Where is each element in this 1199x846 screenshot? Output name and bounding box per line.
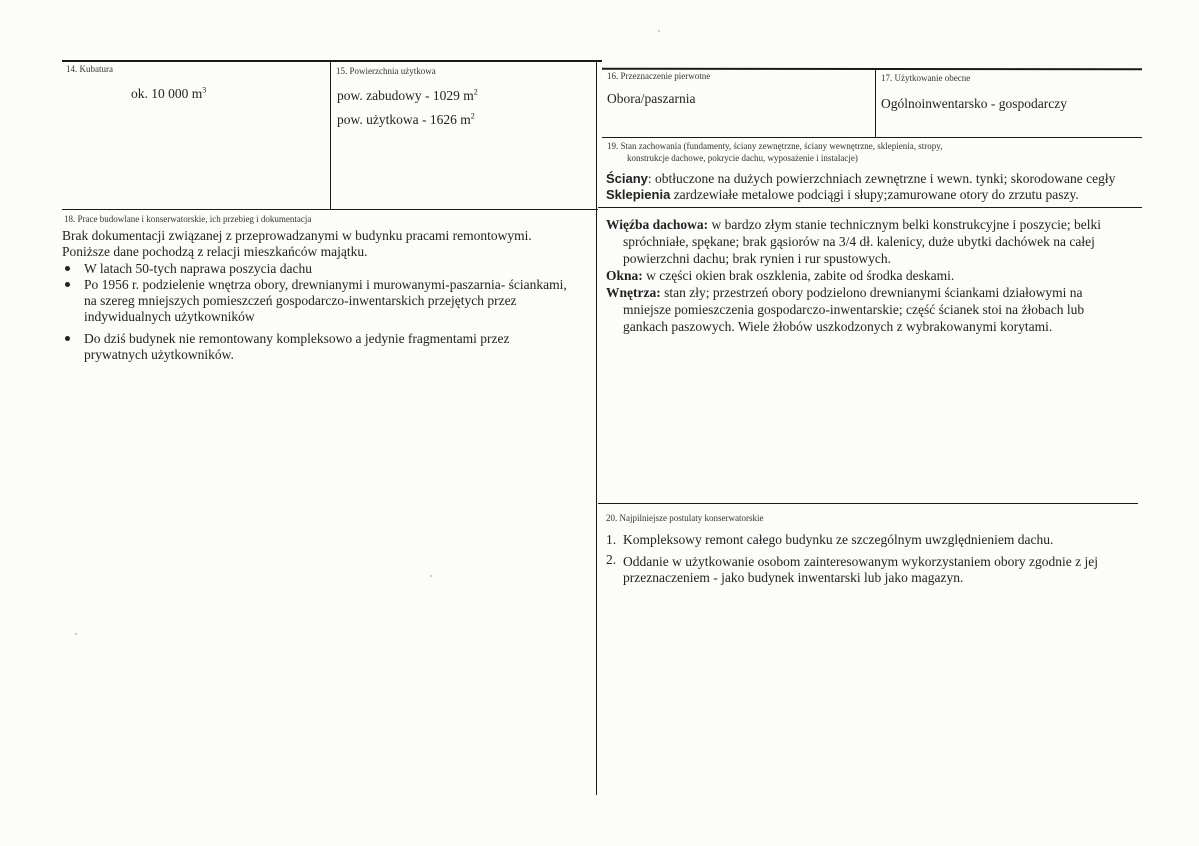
- field-17-label: 17. Użytkowanie obecne: [881, 73, 971, 83]
- wiezba-heading: Więźba dachowa:: [606, 217, 709, 232]
- field-15-label: 15. Powierzchnia użytkowa: [336, 66, 436, 76]
- field-19-label-line-2: konstrukcje dachowe, pokrycie dachu, wyposażenie i instalacje): [627, 153, 858, 163]
- scan-speck: [658, 30, 660, 32]
- field-18-bullet-2-line-3: indywidualnych użytkowników: [84, 309, 255, 324]
- bullet-dot-3: [65, 336, 70, 341]
- rule-under-14-15: [62, 209, 598, 210]
- wnetrza-entry-line-1: [606, 285, 1082, 301]
- sklepienia-entry: [606, 187, 1079, 203]
- wiezba-text-1: w bardzo złym stanie technicznym belki konstrukcyjne i poszycie; belki: [708, 217, 1102, 232]
- postulate-2-text-line-1: Oddanie w użytkowanie osobom zainteresowanym wykorzystaniem obory zgodnie z jej: [623, 554, 1098, 569]
- field-18-bullet-2-line-1: Po 1956 r. podzielenie wnętrza obory, drewnianymi i murowanymi-paszarnia- ściankami,: [84, 277, 567, 292]
- scan-speck: [430, 575, 432, 577]
- wnetrza-heading: Wnętrza:: [606, 285, 661, 300]
- kubatura-value: ok. 10 000 m: [131, 86, 203, 101]
- sciany-entry: [606, 171, 1115, 187]
- field-18-label: 18. Prace budowlane i konserwatorskie, ich przebieg i dokumentacja: [64, 214, 312, 224]
- postulate-2-number: 2.: [606, 552, 617, 567]
- pow-uzytkowa: pow. użytkowa - 1626 m: [337, 112, 471, 127]
- field-16-value: Obora/paszarnia: [607, 91, 696, 106]
- top-rule-right: [602, 68, 1142, 70]
- field-20-label: 20. Najpilniejsze postulaty konserwatorskie: [606, 513, 764, 523]
- field-18-bullet-2-line-2: na szereg mniejszych pomieszczeń gospodarczo-inwentarskich przejętych przez: [84, 293, 517, 308]
- sciany-text: : obtłuczone na dużych powierzchniach zewnętrzne i wewn. tynki; skorodowane cegły: [647, 171, 1116, 186]
- okna-heading: Okna:: [606, 268, 643, 283]
- divider-14-15: [330, 60, 331, 210]
- field-18-intro-2: Poniższe dane pochodzą z relacji mieszkańców majątku.: [62, 244, 368, 259]
- field-17-value: Ogólnoinwentarsko - gospodarczy: [881, 96, 1067, 111]
- wiezba-entry-line-3: powierzchni dachu; brak rynien i rur spustowych.: [623, 251, 892, 266]
- bullet-dot-1: [65, 266, 70, 271]
- field-18-bullet-3-line-2: prywatnych użytkowników.: [84, 347, 234, 362]
- top-rule-left: [62, 60, 602, 62]
- field-19-label-line-1: 19. Stan zachowania (fundamenty, ściany zewnętrzne, ściany wewnętrzne, sklepienia, stropy,: [607, 141, 943, 151]
- field-15-line-1: [337, 88, 478, 104]
- field-15-line-2: [337, 112, 475, 128]
- postulate-1-number: 1.: [606, 532, 617, 547]
- field-18-intro-1: Brak dokumentacji związanej z przeprowadzanymi w budynku pracami remontowymi.: [62, 228, 532, 243]
- scan-speck: [75, 633, 77, 635]
- okna-entry: [606, 268, 954, 284]
- sklepienia-heading: Sklepienia: [606, 187, 671, 202]
- pow-zabudowy-exponent: 2: [473, 87, 478, 97]
- rule-under-16-17: [602, 137, 1142, 138]
- rule-18-19-split: [598, 207, 1142, 208]
- pow-zabudowy: pow. zabudowy - 1029 m: [337, 88, 474, 103]
- wnetrza-entry-line-2: mniejsze pomieszczenia gospodarczo-inwentarskie; część ścianek stoi na żłobach lub: [623, 302, 1085, 317]
- wnetrza-text-1: stan zły; przestrzeń obory podzielono drewnianymi ściankami działowymi na: [660, 285, 1083, 300]
- field-14-value: [131, 86, 206, 102]
- divider-16-17: [875, 68, 876, 138]
- pow-uzytkowa-exponent: 2: [470, 111, 475, 121]
- okna-text: w części okien brak oszklenia, zabite od środka deskami.: [642, 268, 955, 283]
- field-18-bullet-1: W latach 50-tych naprawa poszycia dachu: [84, 261, 313, 276]
- field-18-bullet-3-line-1: Do dziś budynek nie remontowany kompleksowo a jedynie fragmentami przez: [84, 331, 510, 346]
- kubatura-unit-exponent: 3: [202, 85, 207, 95]
- wiezba-entry-line-1: [606, 217, 1101, 233]
- postulate-2-text-line-2: przeznaczeniem - jako budynek inwentarski lub jako magazyn.: [623, 570, 964, 585]
- sklepienia-text: zardzewiałe metalowe podciągi i słupy;zamurowane otory do zrzutu paszy.: [670, 187, 1079, 202]
- wiezba-entry-line-2: spróchniałe, spękane; brak gąsiorów na 3/4 dł. kalenicy, duże ubytki dachówek na całej: [623, 234, 1095, 249]
- postulate-1-text: Kompleksowy remont całego budynku ze szczególnym uwzględnieniem dachu.: [623, 532, 1054, 547]
- main-vertical-divider: [596, 60, 597, 795]
- wnetrza-entry-line-3: gankach paszowych. Wiele żłobów uszkodzonych z wybrakowanymi korytami.: [623, 319, 1053, 334]
- bullet-dot-2: [65, 282, 70, 287]
- sciany-heading: Ściany: [606, 171, 648, 186]
- rule-above-20: [598, 503, 1138, 504]
- field-16-label: 16. Przeznaczenie pierwotne: [607, 71, 711, 81]
- field-14-label: 14. Kubatura: [66, 64, 113, 74]
